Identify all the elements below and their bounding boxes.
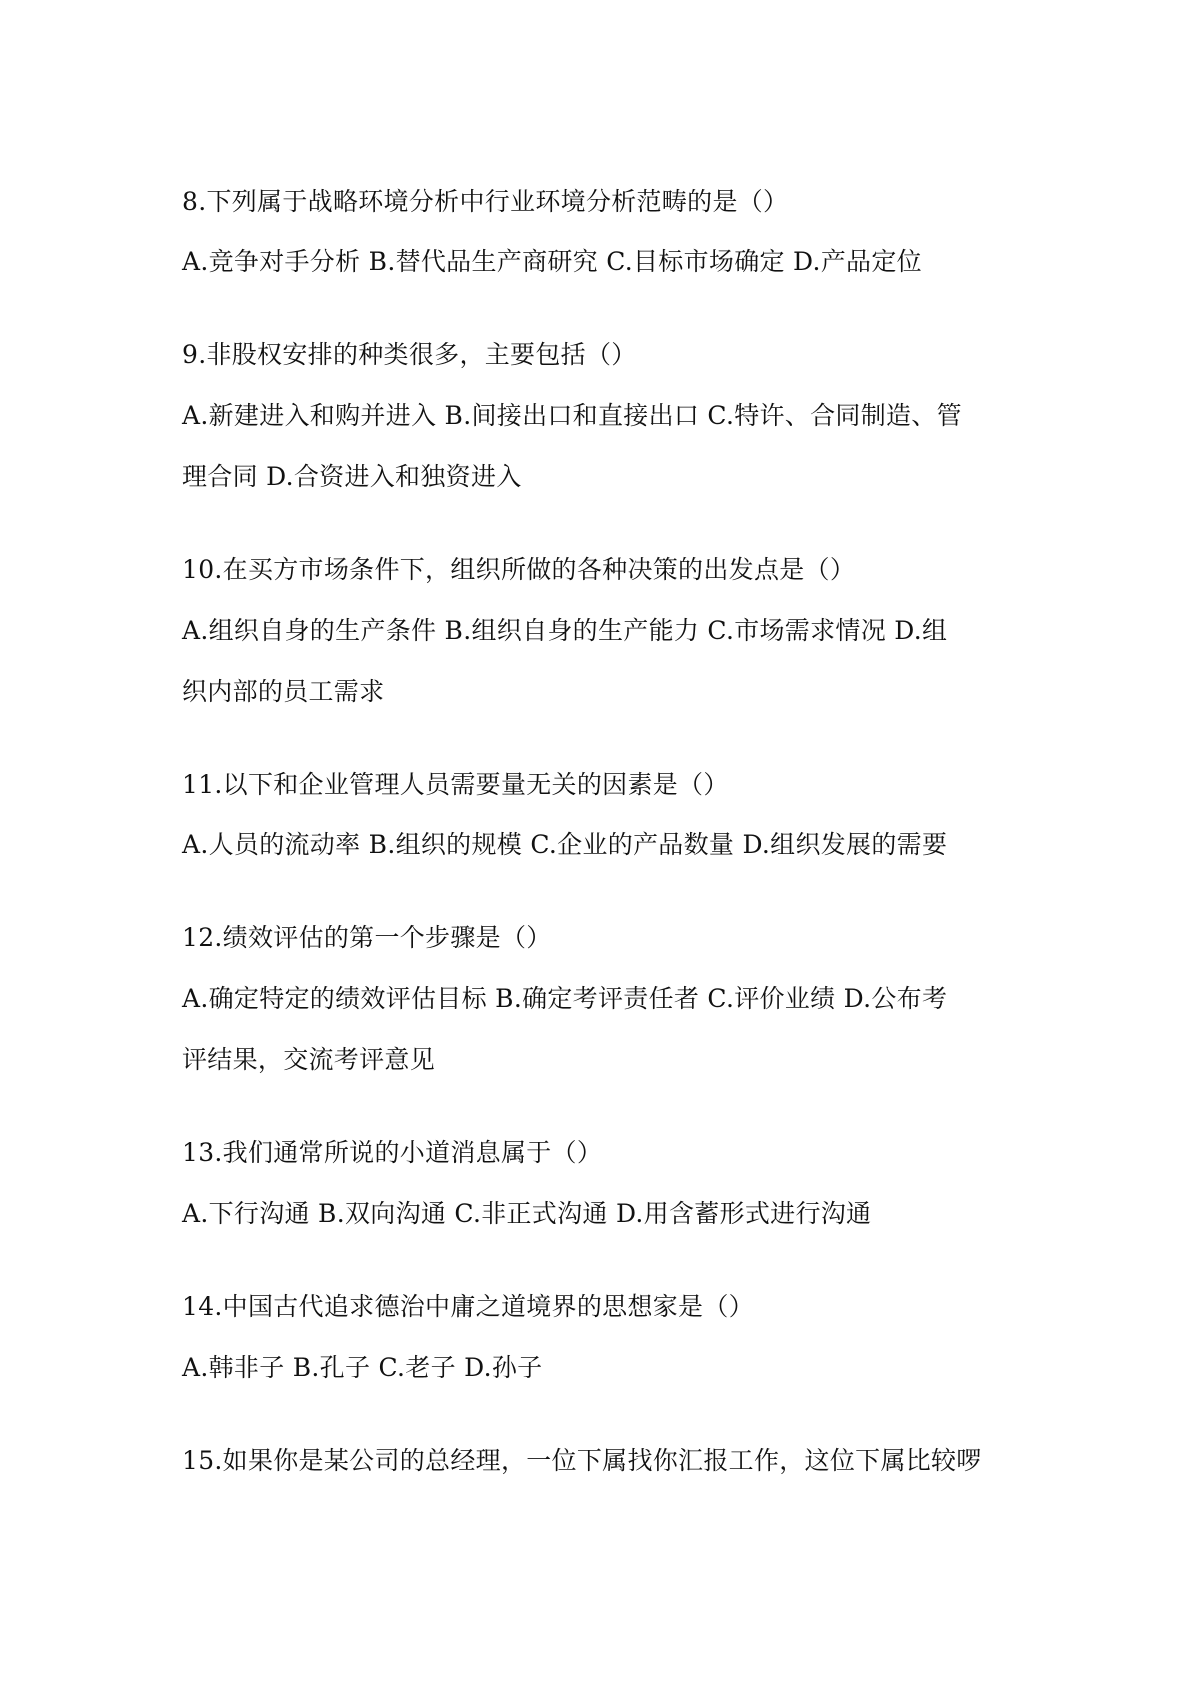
question-10-stem: 10.在买方市场条件下，组织所做的各种决策的出发点是（） xyxy=(182,555,856,584)
question-13-options: A.下行沟通 B.双向沟通 C.非正式沟通 D.用含蓄形式进行沟通 xyxy=(182,1199,872,1228)
question-15-stem: 15.如果你是某公司的总经理，一位下属找你汇报工作，这位下属比较啰 xyxy=(182,1446,982,1475)
question-13-stem: 13.我们通常所说的小道消息属于（） xyxy=(182,1138,603,1167)
question-8-options: A.竞争对手分析 B.替代品生产商研究 C.目标市场确定 D.产品定位 xyxy=(182,247,922,276)
question-10-options: A.组织自身的生产条件 B.组织自身的生产能力 C.市场需求情况 D.组 xyxy=(182,616,948,645)
question-11-options: A.人员的流动率 B.组织的规模 C.企业的产品数量 D.组织发展的需要 xyxy=(182,830,948,859)
question-12-stem: 12.绩效评估的第一个步骤是（） xyxy=(182,923,552,952)
question-9-options: A.新建进入和购并进入 B.间接出口和直接出口 C.特许、合同制造、管 xyxy=(182,401,962,430)
question-14-options: A.韩非子 B.孔子 C.老子 D.孙子 xyxy=(182,1353,543,1382)
question-12-options: A.确定特定的绩效评估目标 B.确定考评责任者 C.评价业绩 D.公布考 xyxy=(182,984,948,1013)
question-10-options-cont: 织内部的员工需求 xyxy=(182,677,385,706)
question-12-options-cont: 评结果，交流考评意见 xyxy=(182,1045,436,1074)
question-9-options-cont: 理合同 D.合资进入和独资进入 xyxy=(182,462,522,491)
question-11-stem: 11.以下和企业管理人员需要量无关的因素是（） xyxy=(182,770,729,799)
question-8-stem: 8.下列属于战略环境分析中行业环境分析范畴的是（） xyxy=(182,187,789,216)
question-9-stem: 9.非股权安排的种类很多，主要包括（） xyxy=(182,340,637,369)
question-14-stem: 14.中国古代追求德治中庸之道境界的思想家是（） xyxy=(182,1292,754,1321)
